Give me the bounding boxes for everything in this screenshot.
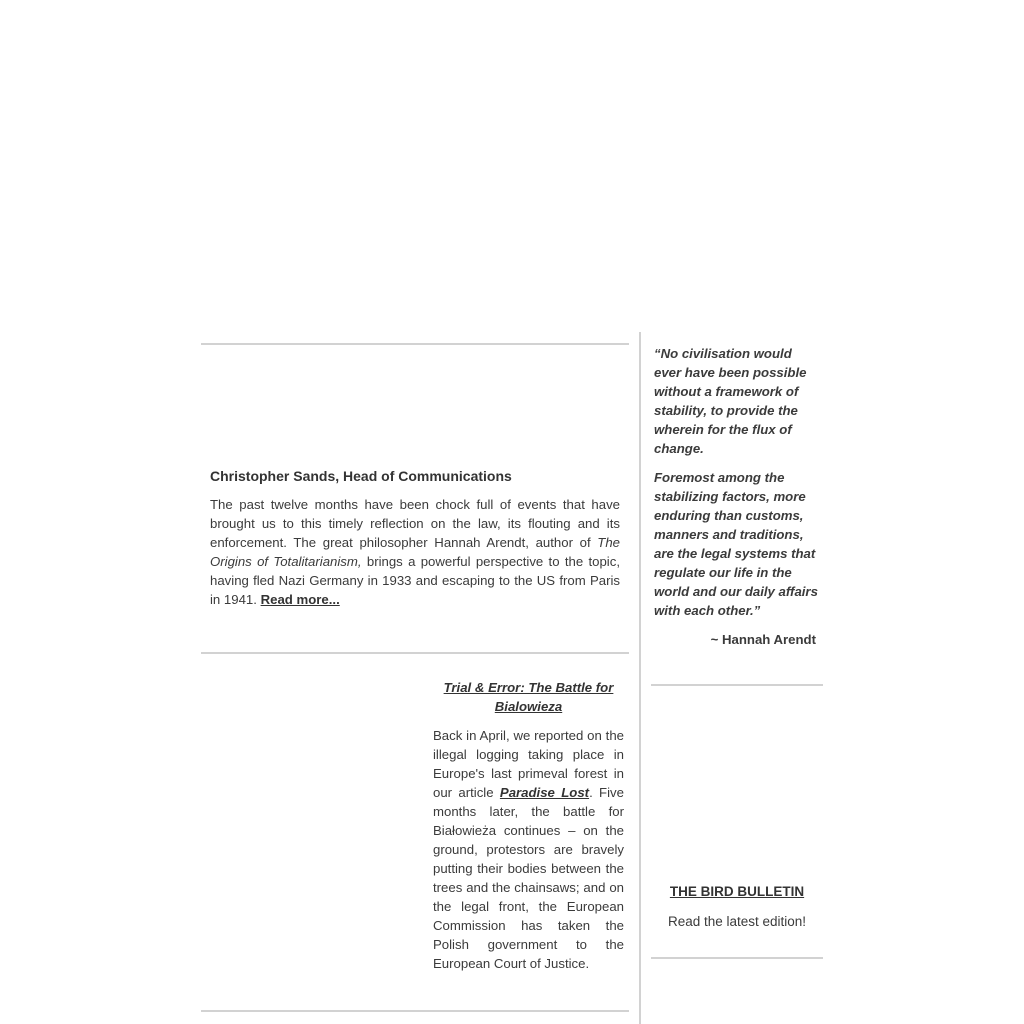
book-title: The Origins of Totalitarianism, (210, 535, 620, 569)
bird-bulletin-subtitle: Read the latest edition! (667, 914, 807, 929)
article-title-link[interactable]: Trial & Error: The Battle for Bialowieza (443, 680, 614, 714)
quote-paragraph: “No civilisation would ever have been possible without a framework of stability, to provide the wherein for the flux of change. (654, 346, 807, 456)
article-body (433, 726, 624, 973)
article-body (210, 495, 620, 609)
arendt-quote (654, 344, 822, 659)
divider (201, 1010, 629, 1012)
paradise-lost-link[interactable]: Paradise Lost (499, 785, 590, 800)
read-more-link[interactable]: Read more... (260, 592, 340, 607)
divider (201, 652, 629, 654)
divider (201, 343, 629, 345)
article-text: Back in April, we reported on the illegal logging taking place in Europe's last primeval forest in our article (433, 728, 624, 800)
article-text: . Five months later, the battle for Białowieża continues – on the ground, protestors are bravely putting their bodies between the trees and the chainsaws; and on the legal front, the European Commission has taken the Polish government to the European Court of Justice. (433, 785, 624, 971)
bird-bulletin-promo (651, 882, 823, 932)
article-text: The past twelve months have been chock full of events that have brought us to this timely reflection on the law, its flouting and its enforcement. The great philosopher Hannah Arendt, author of (210, 497, 620, 550)
quote-paragraph: Foremost among the stabilizing factors, more enduring than customs, manners and traditions, are the legal systems that regulate our life in the world and our daily affairs with each other.” (654, 470, 818, 618)
quote-attribution: ~ Hannah Arendt (710, 632, 816, 647)
sidebar-divider (651, 684, 823, 686)
column-separator (639, 332, 641, 1024)
sidebar-divider (651, 957, 823, 959)
bird-bulletin-link[interactable]: THE BIRD BULLETIN (669, 884, 805, 899)
article-text: brings a powerful perspective to the topic, having fled Nazi Germany in 1933 and escaping to the US from Paris in 1941. (210, 554, 620, 607)
article-arendt (210, 466, 620, 609)
article-bialowieza (433, 678, 624, 973)
article-heading: Christopher Sands, Head of Communications (210, 468, 512, 484)
